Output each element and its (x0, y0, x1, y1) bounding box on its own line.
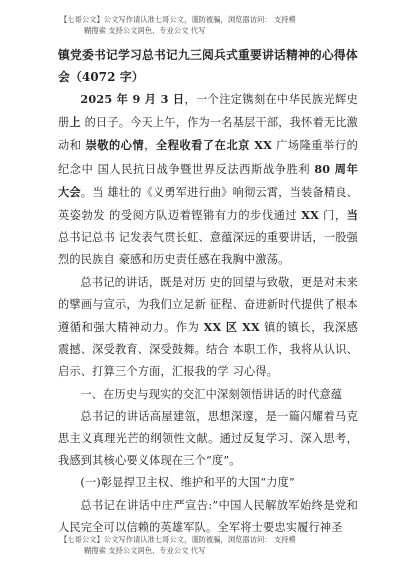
text-run: 崇敬的心情 (85, 138, 145, 153)
text-run: 总书记总书 记发表气贯长虹、意蕴深远的重要讲话，一股强烈的民族自 豪感和历史责任感在我胸中激荡。 (58, 231, 358, 267)
text-run: ，一个注定镌刻在中华民族光辉史册 (58, 93, 358, 130)
header-notice-line-1: 【七哥公文】公文写作请认准七哥公文，谨防被骗，浏览器访问： 支持模 (60, 15, 296, 24)
footer-notice-line-2: 糊搜索 支持公文润色、专业公文 代写 (84, 546, 206, 555)
header-notice (60, 14, 360, 36)
footer-notice (60, 534, 360, 556)
paragraph-1 (58, 88, 358, 272)
subsection-heading-1: (一)彰显捍卫主权、维护和平的大国“力度” (80, 476, 295, 490)
text-run: 广场隆重举行的纪念中 国人民抗日战争暨世界反法西斯战争胜利 (58, 139, 358, 176)
text-run: 上 (69, 115, 81, 130)
document-body (58, 44, 358, 539)
text-run: 80 周年大会 (58, 161, 358, 199)
text-run: 总书记的讲话，既是对历 史的回望与致敬，更是对未来的擘画与宣示，为我们立足新 征程、奋进新时代提供了根本遵循和强大精神动力。作为 (58, 275, 358, 335)
text-run: 的日子。今天上午，作为一名基层干部，我怀着无比激动和 (58, 116, 359, 153)
footer-notice-line-1: 【七哥公文】公文写作请认准七哥公文，谨防被骗，浏览器访问： 支持模 (60, 535, 296, 544)
text-run: 全程收看了在北京 XX (155, 138, 273, 153)
paragraph-2 (58, 272, 358, 384)
text-run: 2025 年 9 月 3 日 (80, 92, 185, 106)
text-run: 当 (346, 208, 358, 223)
text-run: XX (301, 208, 319, 223)
section-heading-1: 一、在历史与现实的交汇中深刻领悟讲话的时代意蕴 (80, 387, 343, 401)
paragraph-3: 总书记的讲话高屋建瓴，思想深邃，是一篇闪耀着马克思主义真理光芒的纲领性文献。通过反复学习、深入思考，我感到其核心要义体现在三个“度”。 (58, 409, 358, 468)
header-notice-line-2: 糊搜索 支持公文润色、专业公文 代写 (84, 26, 206, 35)
text-run: ， (144, 139, 156, 153)
document-title: 镇党委书记学习总书记九三阅兵式重要讲话精神的心得体会（4072 字） (58, 48, 358, 84)
text-run: 镇的镇长，我深感震撼、深受教育、深受鼓舞。结合 本职工作，我将从认识、启示、打算三个方面，汇报我的学 习心得。 (58, 321, 358, 379)
text-run: 门， (318, 209, 347, 223)
paragraph-4: 总书记在讲话中庄严宣告:”中国人民解放军始终是党和人民完全可以信赖的英雄军队。全军将士要忠实履行神圣 (58, 498, 358, 534)
text-run: XX 区 XX (203, 320, 260, 335)
text-run: 。当 雄壮的《义勇军进行曲》响彻云霄，当装备精良、英姿勃发 的受阅方队迈着铿锵有力的步伐通过 (58, 185, 358, 223)
